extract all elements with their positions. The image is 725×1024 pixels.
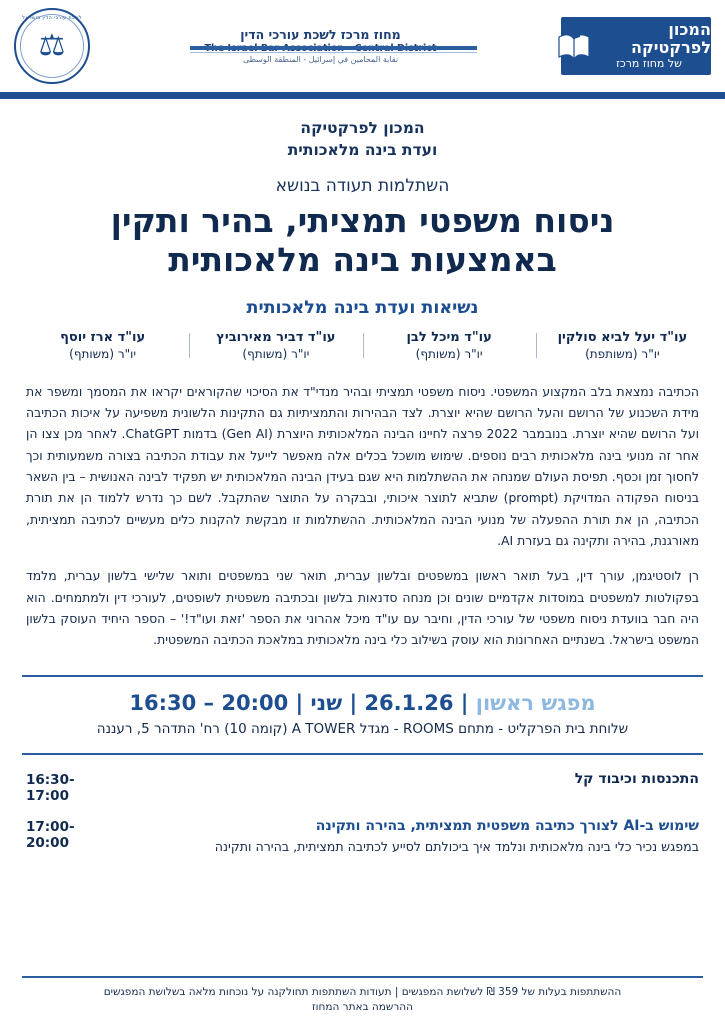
presidium-member-role: יו"ר (משותף) <box>69 346 137 361</box>
section-divider-2 <box>22 753 703 755</box>
schedule-content <box>104 771 699 787</box>
meeting-sep-2: | <box>349 690 358 715</box>
committee-heading: נשיאות ועדת בינה מלאכותית <box>246 297 479 318</box>
header-rule <box>190 46 477 50</box>
page-title-line2: באמצעות בינה מלאכותית <box>168 239 557 279</box>
presidium-member-role: יו"ר (משותפת) <box>585 346 660 361</box>
emblem-ring <box>20 14 84 78</box>
meeting-heading <box>0 691 725 715</box>
presidium-member <box>363 330 536 361</box>
presidium-member <box>189 330 362 361</box>
event-subtitle: השתלמות תעודה בנושא <box>275 175 450 196</box>
institute-heading-line1: המכון לפרקטיקה <box>300 119 425 137</box>
meeting-label: מפגש ראשון <box>475 690 596 715</box>
presidium-member-name: עו"ד דביר מאירוביץ <box>216 329 336 345</box>
meeting-time: 20:00 – 16:30 <box>129 690 289 715</box>
schedule-description: במפגש נכיר כלי בינה מלאכותית ונלמד איך ביכולתם לסייע לכתיבה תמציתית, בהירה ותקינה <box>214 838 699 854</box>
page-title-line1: ניסוח משפטי תמציתי, בהיר ותקין <box>110 200 615 240</box>
paragraph-lecturer: רן לוסטיגמן, עורך דין, בעל תואר ראשון במשפטים ובלשון עברית, תואר שני במשפטים ותואר שלישי בלשון עברית, מלמד בפקולטות למשפטים במוסדות אקדמיים שונים וכן מנחה סדנאות בלשון ובכתיבה משפטית לשופטים, לעורכי דין ולמתמחים. הוא היה חבר בוועדת ניסוח משפטי של עורכי הדין, וחיבר עם עו"ד מיכל אהרוני את הספר 'זאת ועו"ד!' – הספר היחיד העוסק בלשון המשפט בישראל. בשנתיים האחרונות הוא עוסק בשילוב כלי בינה מלאכותית במלאכת הכתיבה המשפטית. <box>26 568 699 648</box>
scales-icon: ⚖ <box>38 28 66 63</box>
schedule-time: 17:00-20:00 <box>26 818 75 851</box>
schedule-row <box>26 771 699 804</box>
institute-logo-line1: המכון לפרקטיקה <box>631 20 711 57</box>
schedule-title: התכנסות וכיבוד קל <box>574 770 699 787</box>
presidium-list <box>0 330 725 361</box>
emblem-caption: לשכת עורכי הדין בישראל <box>22 15 82 21</box>
schedule-title: שימוש ב-AI לצורך כתיבה משפטית תמציתית, בהירה ותקינה <box>315 817 699 834</box>
presidium-member <box>16 330 189 361</box>
header-divider-bar <box>0 92 725 99</box>
open-book-icon <box>557 23 591 65</box>
footer-line-1: ההשתתפות בעלות של 359 ₪ לשלושת המפגשים | תעודות השתתפות תחולקנה על נוכחות מלאה בשלושת המפגשים <box>103 985 622 998</box>
header-rule-thin <box>190 52 477 53</box>
schedule-content <box>104 818 699 857</box>
bar-title-he: מחוז מרכז לשכת עורכי הדין <box>240 27 401 43</box>
institute-heading <box>0 117 725 162</box>
bar-title-ar: نقابة المحامين في إسرائيل - المنطقة الوسطى <box>242 54 399 64</box>
institute-logo-line2: של מחוז מרכז <box>616 57 682 70</box>
schedule-list <box>0 771 725 857</box>
bar-association-emblem <box>14 8 90 84</box>
meeting-sep-1: | <box>460 690 469 715</box>
presidium-member-name: עו"ד יעל לביא סולקין <box>557 329 688 345</box>
page-title <box>0 202 725 280</box>
meeting-sep-3: | <box>295 690 304 715</box>
paragraph-about: הכתיבה נמצאת בלב המקצוע המשפטי. ניסוח משפטי תמציתי ובהיר מנדי"ד את הסיכוי שהקוראים יקראו את המסמך ומשפר את מידת השכנוע של הרושם והעל הרושם שהיא יוצרת. לצד הבהירות והתמציתיות גם התקינות הלשונית משפיעה על איכות הכתיבה ועל הרושם שהיא יוצרת. בנובמבר 2022 פרצה לחיינו הבינה המלאכותית היוצרת (Gen AI) בדמות ChatGPT. לאחר מכן צצו הן אחר זה מנועי בינה מלאכותית רבים נוספים. שימוש מושכל בכלים אלה מאפשר לייעל את עבודת הכתיבה בצורה משמעותית וכך לחסוך זמן וכסף. תפיסת העולם שמנחה את ההשתלמות היא שגם בעידן הבינה המלאכותית יש תפקיד לבינה האנושית – בין השאר בניסוח הפקודה המדויקת (prompt) שתביא לתוצר איכותי, ובבקרה על התוצר שהתקבל. לשם כך נדרש ללמוד הן את תורת הכתיבה, הן את תורת ההפעלה של מנועי הבינה המלאכותית. ההשתלמות זו מבקשת להקנות כלים מעשיים לכתיבה תמציתית, מאורגנת, בהירה ותקינה גם בעזרת AI. <box>26 383 700 549</box>
presidium-member-name: עו"ד מיכל לבן <box>406 329 492 345</box>
presidium-member <box>536 330 709 361</box>
schedule-time: 16:30-17:00 <box>26 771 75 804</box>
meeting-day: שני <box>310 690 343 715</box>
section-divider <box>22 675 703 677</box>
meeting-location: שלוחת בית הפרקליט - מתחם ROOMS - מגדל A TOWER (קומה 10) רח' התדהר 5, רעננה <box>96 720 629 737</box>
presidium-member-role: יו"ר (משותף) <box>242 346 310 361</box>
presidium-member-name: עו"ד ארז יוסף <box>60 329 146 345</box>
body-text <box>0 381 725 651</box>
meeting-date: 26.1.26 <box>364 690 454 715</box>
presidium-member-role: יו"ר (משותף) <box>415 346 483 361</box>
footer-line-2: ההרשמה באתר המחוז <box>311 1001 414 1014</box>
schedule-row <box>26 818 699 857</box>
page-footer <box>22 976 703 1024</box>
page-header <box>0 0 725 92</box>
institute-logo <box>551 15 711 77</box>
institute-heading-line2: ועדת בינה מלאכותית <box>287 141 438 160</box>
